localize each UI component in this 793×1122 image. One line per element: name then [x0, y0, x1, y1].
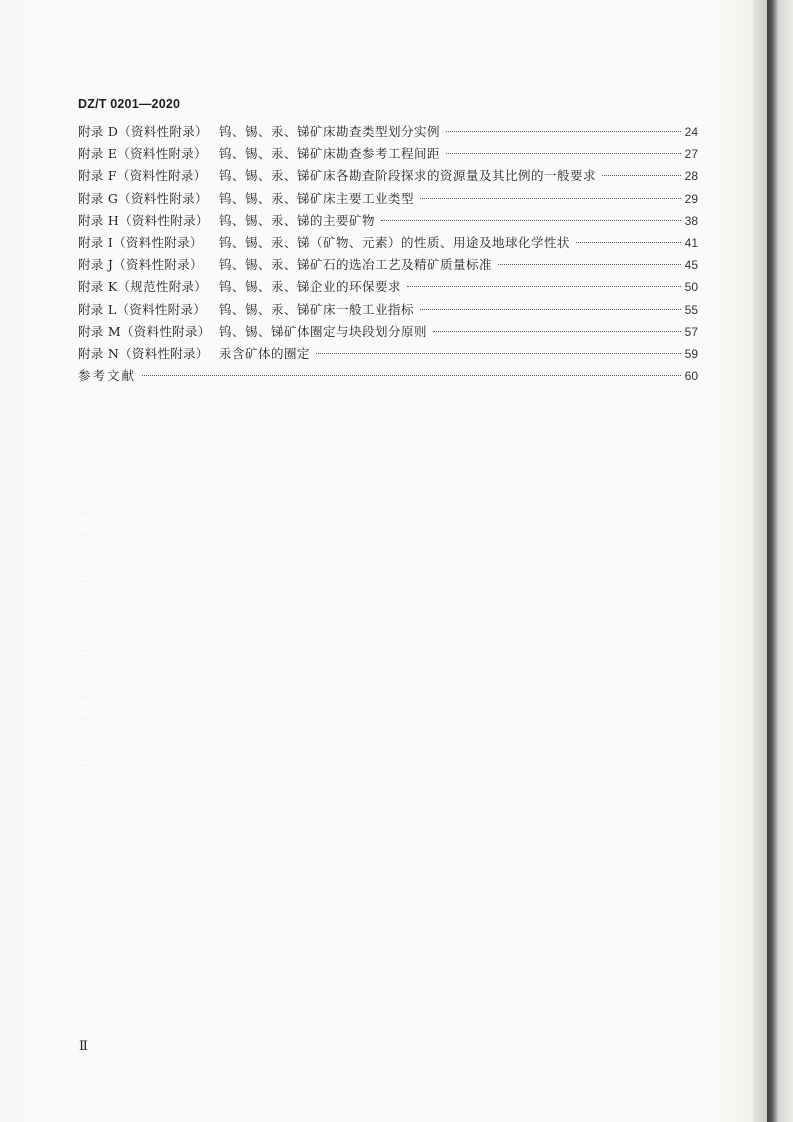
toc-entry[interactable]	[78, 165, 698, 187]
toc-entry-page: 50	[684, 280, 698, 295]
toc-entry-title: 钨、锡、汞、锑矿床各勘查阶段探求的资源量及其比例的一般要求	[219, 168, 597, 184]
toc-entry-page: 28	[684, 169, 698, 184]
toc-entry[interactable]	[78, 143, 698, 165]
dot-leader	[446, 131, 681, 132]
toc-entry-title: 钨、锡、汞、锑（矿物、元素）的性质、用途及地球化学性状	[219, 234, 571, 250]
toc-entry-page: 45	[684, 258, 698, 273]
toc-entry-title: 钨、锡、汞、锑矿床一般工业指标	[219, 301, 415, 317]
toc-entry-title: 钨、锡、汞、锑的主要矿物	[219, 212, 376, 228]
dot-leader	[420, 309, 681, 310]
scan-edge	[767, 0, 793, 1122]
toc-entry[interactable]	[78, 210, 698, 232]
toc-entry-page: 57	[684, 324, 698, 339]
toc-entry-label: 附录 D（资料性附录）	[78, 124, 208, 139]
dot-leader	[142, 375, 681, 376]
toc-entry-page: 38	[684, 213, 698, 228]
toc-entry-label: 附录 F（资料性附录）	[78, 168, 207, 184]
toc-entry[interactable]	[78, 343, 698, 365]
toc-entry[interactable]	[78, 299, 698, 321]
references-page: 60	[684, 369, 698, 384]
toc-entry-title: 汞含矿体的圈定	[219, 345, 311, 361]
toc-entry-page: 29	[684, 191, 698, 206]
toc-entry-label: 附录 E（资料性附录）	[78, 146, 207, 162]
references-title: 参考文献	[78, 368, 137, 384]
toc-entry-title: 钨、锡、汞、锑矿石的选冶工艺及精矿质量标准	[219, 257, 493, 273]
dot-leader	[381, 220, 681, 221]
toc-entry[interactable]	[78, 321, 698, 343]
toc-entry-title: 钨、锡、汞、锑企业的环保要求	[219, 279, 402, 295]
dot-leader	[316, 353, 681, 354]
toc-entry-label: 附录 K（规范性附录）	[78, 279, 208, 295]
dot-leader	[407, 286, 681, 287]
page-gutter	[753, 0, 767, 1122]
toc-entry-label: 附录 G（资料性附录）	[78, 190, 208, 206]
toc-entry-label: 附录 I（资料性附录）	[78, 234, 203, 250]
toc-entry-page: 27	[684, 147, 698, 162]
toc-entry-title: 钨、锡、汞、锑矿床勘查参考工程间距	[219, 146, 441, 162]
table-of-contents	[78, 121, 698, 387]
dot-leader	[498, 264, 681, 265]
toc-entry-title: 钨、锡、汞、锑矿床勘查类型划分实例	[219, 124, 441, 139]
toc-entry-page: 55	[684, 302, 698, 317]
toc-entry-label: 附录 N（资料性附录）	[78, 345, 209, 361]
bleed-through-lines	[80, 490, 640, 812]
toc-entry[interactable]	[78, 188, 698, 210]
toc-entry-label: 附录 J（资料性附录）	[78, 257, 203, 273]
toc-entry[interactable]	[78, 121, 698, 143]
toc-entry[interactable]	[78, 276, 698, 298]
dot-leader	[602, 175, 681, 176]
toc-entry-page: 59	[684, 346, 698, 361]
standard-code: DZ/T 0201—2020	[78, 97, 181, 111]
toc-entry-page: 24	[684, 125, 698, 139]
dot-leader	[420, 198, 681, 199]
toc-entry-label: 附录 L（资料性附录）	[78, 301, 207, 317]
toc-entry-page: 41	[684, 235, 698, 250]
dot-leader	[576, 242, 681, 243]
toc-entry-label: 附录 H（资料性附录）	[78, 212, 209, 228]
toc-entry[interactable]	[78, 254, 698, 276]
toc-entry[interactable]	[78, 232, 698, 254]
toc-entry-title: 钨、锡、锑矿体圈定与块段划分原则	[219, 323, 428, 339]
dot-leader	[446, 153, 681, 154]
page-number: Ⅱ	[79, 1039, 88, 1054]
toc-entry-label: 附录 M（资料性附录）	[78, 323, 211, 339]
toc-entry-references[interactable]	[78, 365, 698, 387]
toc-entry-title: 钨、锡、汞、锑矿床主要工业类型	[219, 190, 415, 206]
dot-leader	[433, 331, 681, 332]
